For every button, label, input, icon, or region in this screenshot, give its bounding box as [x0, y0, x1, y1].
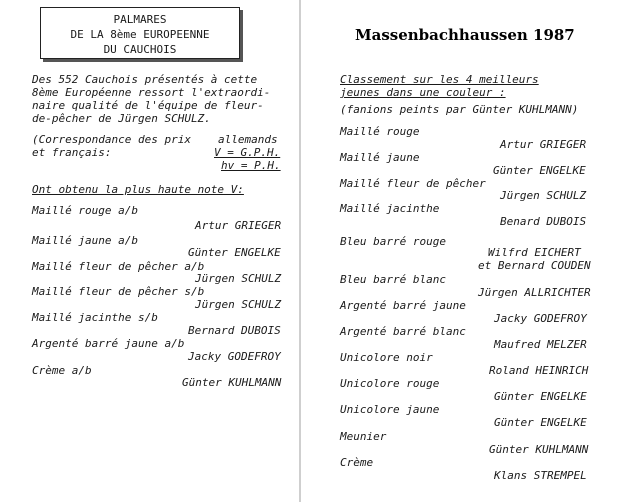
- entry-winner-12: Günter KUHLMANN: [489, 443, 589, 456]
- award-category-4: Maillé fleur de pêcher s/b: [32, 285, 205, 298]
- awards-heading: Ont obtenu la plus haute note V:: [32, 183, 244, 196]
- award-winner-7: Günter KUHLMANN: [182, 376, 282, 389]
- award-category-5: Maillé jacinthe s/b: [32, 311, 158, 324]
- correspondance-line-2: et français:: [32, 146, 112, 159]
- award-winner-6: Jacky GODEFROY: [188, 350, 281, 363]
- award-category-1: Maillé rouge a/b: [32, 204, 138, 217]
- correspondance-line-1: (Correspondance des prix: [32, 133, 191, 146]
- entry-category-11: Unicolore jaune: [340, 403, 440, 416]
- correspondance-hv: hv = P.H.: [221, 159, 281, 172]
- award-category-6: Argenté barré jaune a/b: [32, 337, 185, 350]
- entry-winner-2: Günter ENGELKE: [493, 164, 586, 177]
- title-line-3: DU CAUCHOIS: [103, 43, 177, 56]
- entry-winner-10: Günter ENGELKE: [494, 390, 587, 403]
- award-category-7: Crème a/b: [32, 364, 92, 377]
- entry-winner-9: Roland HEINRICH: [489, 364, 589, 377]
- column-divider: [299, 0, 301, 502]
- entry-winner-1: Artur GRIEGER: [500, 138, 587, 151]
- title-box: [40, 7, 240, 59]
- entry-winner-8: Maufred MELZER: [494, 338, 587, 351]
- entry-category-1: Maillé rouge: [340, 125, 420, 138]
- entry-category-5: Bleu barré rouge: [340, 235, 446, 248]
- entry-category-12: Meunier: [340, 430, 387, 443]
- award-category-2: Maillé jaune a/b: [32, 234, 138, 247]
- intro-line-3: naire qualité de l'équipe de fleur-: [32, 99, 264, 112]
- entry-category-2: Maillé jaune: [340, 151, 420, 164]
- entry-winner-3: Jürgen SCHULZ: [500, 189, 587, 202]
- page-header: Massenbachhaussen 1987: [355, 26, 575, 44]
- ranking-subheading: (fanions peints par Günter KUHLMANN): [340, 103, 579, 116]
- award-winner-4: Jürgen SCHULZ: [195, 298, 282, 311]
- intro-line-4: de-pêcher de Jürgen SCHULZ.: [32, 112, 211, 125]
- entry-winner-13: Klans STREMPEL: [494, 469, 587, 482]
- entry-category-13: Crème: [340, 456, 374, 469]
- award-winner-1: Artur GRIEGER: [195, 219, 282, 232]
- ranking-heading-2: jeunes dans une couleur :: [340, 86, 506, 99]
- correspondance-v: V = G.P.H.: [214, 146, 281, 159]
- entry-category-3: Maillé fleur de pêcher: [340, 177, 486, 190]
- intro-line-1: Des 552 Cauchois présentés à cette: [32, 73, 258, 86]
- correspondance-line-1-right: allemands: [218, 133, 278, 146]
- intro-line-2: 8ème Européenne ressort l'extraordi-: [32, 86, 271, 99]
- entry-winner-5b: et Bernard COUDEN: [478, 259, 591, 272]
- award-winner-2: Günter ENGELKE: [188, 246, 281, 259]
- entry-winner-11: Günter ENGELKE: [494, 416, 587, 429]
- entry-category-10: Unicolore rouge: [340, 377, 440, 390]
- entry-category-6: Bleu barré blanc: [340, 273, 446, 286]
- title-line-1: PALMARES: [113, 13, 167, 26]
- award-winner-3: Jürgen SCHULZ: [195, 272, 282, 285]
- ranking-heading-1: Classement sur les 4 meilleurs: [340, 73, 539, 86]
- entry-winner-7: Jacky GODEFROY: [494, 312, 587, 325]
- title-line-2: DE LA 8ème EUROPEENNE: [70, 28, 210, 41]
- entry-category-4: Maillé jacinthe: [340, 202, 440, 215]
- entry-category-8: Argenté barré blanc: [340, 325, 466, 338]
- entry-winner-4: Benard DUBOIS: [500, 215, 587, 228]
- entry-category-7: Argenté barré jaune: [340, 299, 466, 312]
- award-category-3: Maillé fleur de pêcher a/b: [32, 260, 205, 273]
- entry-winner-5: Wilfrd EICHERT: [488, 246, 581, 259]
- entry-category-9: Unicolore noir: [340, 351, 433, 364]
- award-winner-5: Bernard DUBOIS: [188, 324, 281, 337]
- entry-winner-6: Jürgen ALLRICHTER: [478, 286, 591, 299]
